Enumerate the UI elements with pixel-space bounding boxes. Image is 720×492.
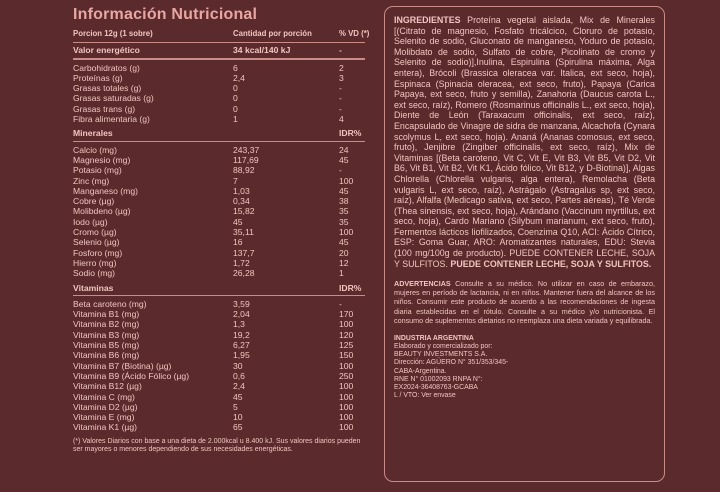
table-row	[73, 93, 365, 103]
table-row	[73, 83, 365, 93]
row-pct: 120	[339, 329, 354, 340]
nutrition-table-header	[73, 29, 370, 43]
row-label: Beta caroteno (mg)	[73, 298, 147, 309]
table-row	[73, 412, 365, 422]
footnote: (*) Valores Diarios con base a una dieta de 2.000kcal u 8.400 kJ. Sus valores diarios pueden ser mayores o menores dependiendo de sus necesidades energéticas.	[73, 437, 361, 454]
table-row	[73, 361, 365, 371]
vitamins-idr-header: IDR%	[339, 282, 362, 293]
row-value: 117,69	[233, 154, 259, 165]
row-label: Grasas saturadas (g)	[73, 93, 154, 104]
row-pct: 100	[339, 175, 354, 186]
table-row	[73, 73, 365, 83]
table-row	[73, 155, 365, 165]
table-row	[73, 186, 365, 196]
row-pct: 170	[339, 309, 354, 320]
row-pct: 100	[339, 401, 354, 412]
row-label: Vitamina C (mg)	[73, 391, 135, 402]
energy-vd: -	[339, 45, 342, 56]
row-label: Fibra alimentaria (g)	[73, 114, 150, 125]
table-row	[73, 248, 365, 258]
row-pct: 150	[339, 350, 354, 361]
row-label: Manganeso (mg)	[73, 185, 138, 196]
table-row	[73, 165, 365, 175]
row-label: Molibdeno (µg)	[73, 206, 131, 217]
ingredients-panel	[384, 6, 665, 482]
row-pct: 35	[339, 206, 349, 217]
ingredients-warning: PUEDE CONTENER LECHE, SOJA Y SULFITOS.	[447, 258, 652, 269]
row-value: 2,4	[233, 381, 245, 392]
row-value: 1,95	[233, 350, 250, 361]
row-pct: 100	[339, 319, 354, 330]
row-pct: 100	[339, 422, 354, 433]
quantity-header: Cantidad por porción	[233, 29, 312, 38]
row-label: Zinc (mg)	[73, 175, 110, 186]
table-row	[73, 422, 365, 432]
row-label: Selenio (µg)	[73, 237, 120, 248]
row-value: 1,72	[233, 257, 250, 268]
row-value: 16	[233, 237, 243, 248]
minerals-idr-header: IDR%	[339, 128, 362, 139]
table-row	[73, 309, 365, 319]
table-row	[73, 206, 365, 216]
row-pct: 45	[339, 237, 349, 248]
table-row	[73, 319, 365, 329]
row-label: Hierro (mg)	[73, 257, 117, 268]
table-row	[73, 268, 365, 278]
row-label: Vitamina B12 (µg)	[73, 381, 142, 392]
row-label: Vitamina B1 (mg)	[73, 309, 140, 320]
minerals-list	[73, 145, 365, 279]
row-label: Vitamina K1 (µg)	[73, 422, 138, 433]
manufacturer-line: Dirección: AGÜERO N° 351/353/345-	[394, 359, 509, 367]
table-row	[73, 114, 365, 124]
warnings-text: Consulte a su médico. No utilizar en caso de embarazo, mujeres en período de lactancia, ni en niños. Mantener fuera del alcance de los niños. Consumir este producto de acuerdo a las recomendaciones de ingesta diaria establecidas en el rótulo. Consulte a su médico y/o nutricionista. El consumo de suplementos dietarios no reemplaza una dieta variada y equilibrada.	[394, 279, 655, 325]
row-value: 45	[233, 216, 243, 227]
row-pct: 100	[339, 412, 354, 423]
row-pct: 4	[339, 114, 344, 125]
row-label: Sodio (mg)	[73, 268, 116, 279]
row-label: Grasas totales (g)	[73, 83, 142, 94]
row-pct: -	[339, 103, 342, 114]
row-value: 0,6	[233, 370, 245, 381]
origin-label: INDUSTRIA ARGENTINA	[394, 334, 474, 342]
row-value: 7	[233, 175, 238, 186]
row-value: 1,3	[233, 319, 245, 330]
table-row	[73, 350, 365, 360]
ingredients-block	[394, 15, 655, 269]
row-value: 0	[233, 93, 238, 104]
row-pct: -	[339, 298, 342, 309]
row-label: Vitamina B3 (mg)	[73, 329, 140, 340]
table-row	[73, 299, 365, 309]
table-row	[73, 63, 365, 73]
row-value: 88,92	[233, 165, 255, 176]
row-label: Vitamina B6 (mg)	[73, 350, 140, 361]
row-label: Proteínas (g)	[73, 72, 123, 83]
table-row	[73, 217, 365, 227]
warnings-block	[394, 279, 655, 324]
row-pct: 45	[339, 154, 349, 165]
row-value: 10	[233, 412, 243, 423]
row-value: 26,28	[233, 268, 255, 279]
row-pct: 20	[339, 247, 349, 258]
row-pct: -	[339, 165, 342, 176]
row-pct: 1	[339, 268, 344, 279]
vitamins-header	[73, 281, 365, 296]
table-row	[73, 330, 365, 340]
energy-row	[73, 43, 365, 59]
row-value: 45	[233, 391, 243, 402]
table-row	[73, 371, 365, 381]
row-value: 0	[233, 103, 238, 114]
row-value: 19,2	[233, 329, 250, 340]
minerals-label: Minerales	[73, 128, 113, 139]
row-pct: 24	[339, 144, 349, 155]
row-value: 1	[233, 114, 238, 125]
table-row	[73, 381, 365, 391]
row-pct: 250	[339, 370, 354, 381]
table-row	[73, 237, 365, 247]
row-label: Vitamina D2 (µg)	[73, 401, 138, 412]
ingredients-label: INGREDIENTES	[394, 15, 461, 25]
manufacturer-lines	[394, 343, 655, 400]
vd-header: % VD (*)	[339, 29, 370, 38]
row-label: Vitamina B2 (mg)	[73, 319, 140, 330]
table-row	[73, 258, 365, 268]
row-pct: 100	[339, 360, 354, 371]
manufacturer-line: EX2024-36408763-GCABA	[394, 383, 478, 391]
row-pct: -	[339, 93, 342, 104]
macros-list	[73, 63, 365, 125]
row-value: 137,7	[233, 247, 255, 258]
row-value: 35,11	[233, 227, 254, 238]
table-row	[73, 176, 365, 186]
manufacturer-line: Elaborado y comercializado por:	[394, 342, 493, 350]
manufacturer-line: CABA-Argentina.	[394, 367, 447, 375]
table-row	[73, 392, 365, 402]
manufacturer-block	[394, 335, 655, 401]
energy-label: Valor energético	[73, 45, 140, 56]
row-value: 243,37	[233, 144, 260, 155]
row-value: 65	[233, 422, 243, 433]
row-label: Vitamina B9 (Ácido Fólico (µg)	[73, 370, 190, 381]
row-value: 1,03	[233, 185, 250, 196]
row-pct: 12	[339, 257, 349, 268]
row-label: Carbohidratos (g)	[73, 62, 140, 73]
row-value: 6	[233, 62, 238, 73]
row-label: Magnesio (mg)	[73, 154, 131, 165]
row-value: 2,4	[233, 72, 245, 83]
row-pct: 100	[339, 391, 354, 402]
energy-value: 34 kcal/140 kJ	[233, 45, 291, 56]
row-value: 6,27	[233, 340, 250, 351]
row-pct: 2	[339, 62, 344, 73]
vitamins-list	[73, 299, 365, 433]
manufacturer-line: L / VTO: Ver envase	[394, 392, 456, 400]
portion-header: Porcion 12g (1 sobre)	[73, 29, 153, 38]
vitamins-label: Vitaminas	[73, 282, 114, 293]
row-pct: 38	[339, 196, 349, 207]
row-label: Cromo (µg)	[73, 227, 117, 238]
minerals-header	[73, 126, 365, 141]
row-pct: 45	[339, 185, 349, 196]
row-pct: 100	[339, 227, 354, 238]
row-value: 0,34	[233, 196, 250, 207]
row-label: Vitamina B5 (mg)	[73, 340, 140, 351]
row-label: Vitamina B7 (Biotina) (µg)	[73, 360, 172, 371]
table-row	[73, 104, 365, 114]
table-row	[73, 196, 365, 206]
row-value: 15,82	[233, 206, 255, 217]
row-value: 0	[233, 83, 238, 94]
table-row	[73, 145, 365, 155]
row-label: Potasio (mg)	[73, 165, 122, 176]
row-value: 5	[233, 401, 238, 412]
ingredients-text: Proteína vegetal aislada, Mix de Minerales [(Citrato de magnesio, Fosfato tricálcico, Cloruro de potasio, Selenito de sodio, Gluconato de manganeso, Yoduro de potasio, Molibdato de sodio, Sulfato de cobre, Picolinato de cromo y Selenito de sodio)],Inulina, Espirulina (Spirulina máxima, Alga entera), Brócoli (Brassica oleracea var. Italica, ext seco, hoja), Espinaca (Spinacia oleracea, ext seco, fruto), Papaya (Carica Papaya, ext seco, fruto y semilla), Zanahoria (Daucus carota L., ext seco, raíz), Romero (Rosmarinus officinalis L., ext seco, hoja), Diente de León (Taraxacum officinalis, ext seco, raíz), Encapsulado de Vinagre de sidra de manzana, Alcachofa (Cynara scolymus L, ext seco, hoja). Ananá (Ananas comosus, ext seco, fruto), Jenjibre (Zingiber officinalis, ext seco, raíz), Mix de Vitaminas [(Beta caroteno, Vit C, Vit E, Vit B3, Vit B5, Vit D2, Vit B6, Vit B1, Vit B2, Vit K1, Ácido fólico, Vit B12, y D-Biotina)], Algas Chlorella (Chlorella vulgaris, alga entera), Remolacha (Beta vulgaris L, ext seco, raíz), Astrágalo (Astragalus sp, ext seco, raíz), Alfalfa (Medicago sativa, ext seco, Partes aéreas), Té Verde (Thea sinensis, ext seco, hoja), Arándano (Vaccinum myrtillus, ext seco, hoja), Cardo Mariano (Silybum marianum, ext seco, fruto), Fermentos lácticos liofilizados, Coenzima Q10, ACI: Ácido Cítrico, ESP: Goma Guar, ARO: Aromatizantes naturales, EDU: Stevia (100 mg/100g de producto). PUEDE CONTENER LECHE, SOJA Y SULFITOS.	[394, 15, 655, 269]
row-value: 2,04	[233, 309, 250, 320]
row-pct: 125	[339, 340, 354, 351]
row-pct: -	[339, 83, 342, 94]
row-pct: 35	[339, 216, 349, 227]
row-label: Vitamina E (mg)	[73, 412, 135, 423]
row-label: Fosforo (mg)	[73, 247, 123, 258]
nutrition-panel	[73, 6, 370, 455]
table-row	[73, 227, 365, 237]
warnings-label: ADVERTENCIAS	[394, 279, 451, 289]
table-row	[73, 340, 365, 350]
manufacturer-line: BEAUTY INVESTMENTS S.A.	[394, 351, 488, 359]
nutrition-title: Información Nutricional	[73, 6, 258, 23]
row-label: Iodo (µg)	[73, 216, 108, 227]
row-label: Grasas trans (g)	[73, 103, 136, 114]
row-value: 3,59	[233, 298, 250, 309]
table-row	[73, 402, 365, 412]
row-pct: 3	[339, 72, 344, 83]
row-label: Calcio (mg)	[73, 144, 117, 155]
row-value: 30	[233, 360, 243, 371]
row-pct: 100	[339, 381, 354, 392]
row-label: Cobre (µg)	[73, 196, 115, 207]
manufacturer-line: RNE N° 01002093 RNPA N°:	[394, 375, 483, 383]
